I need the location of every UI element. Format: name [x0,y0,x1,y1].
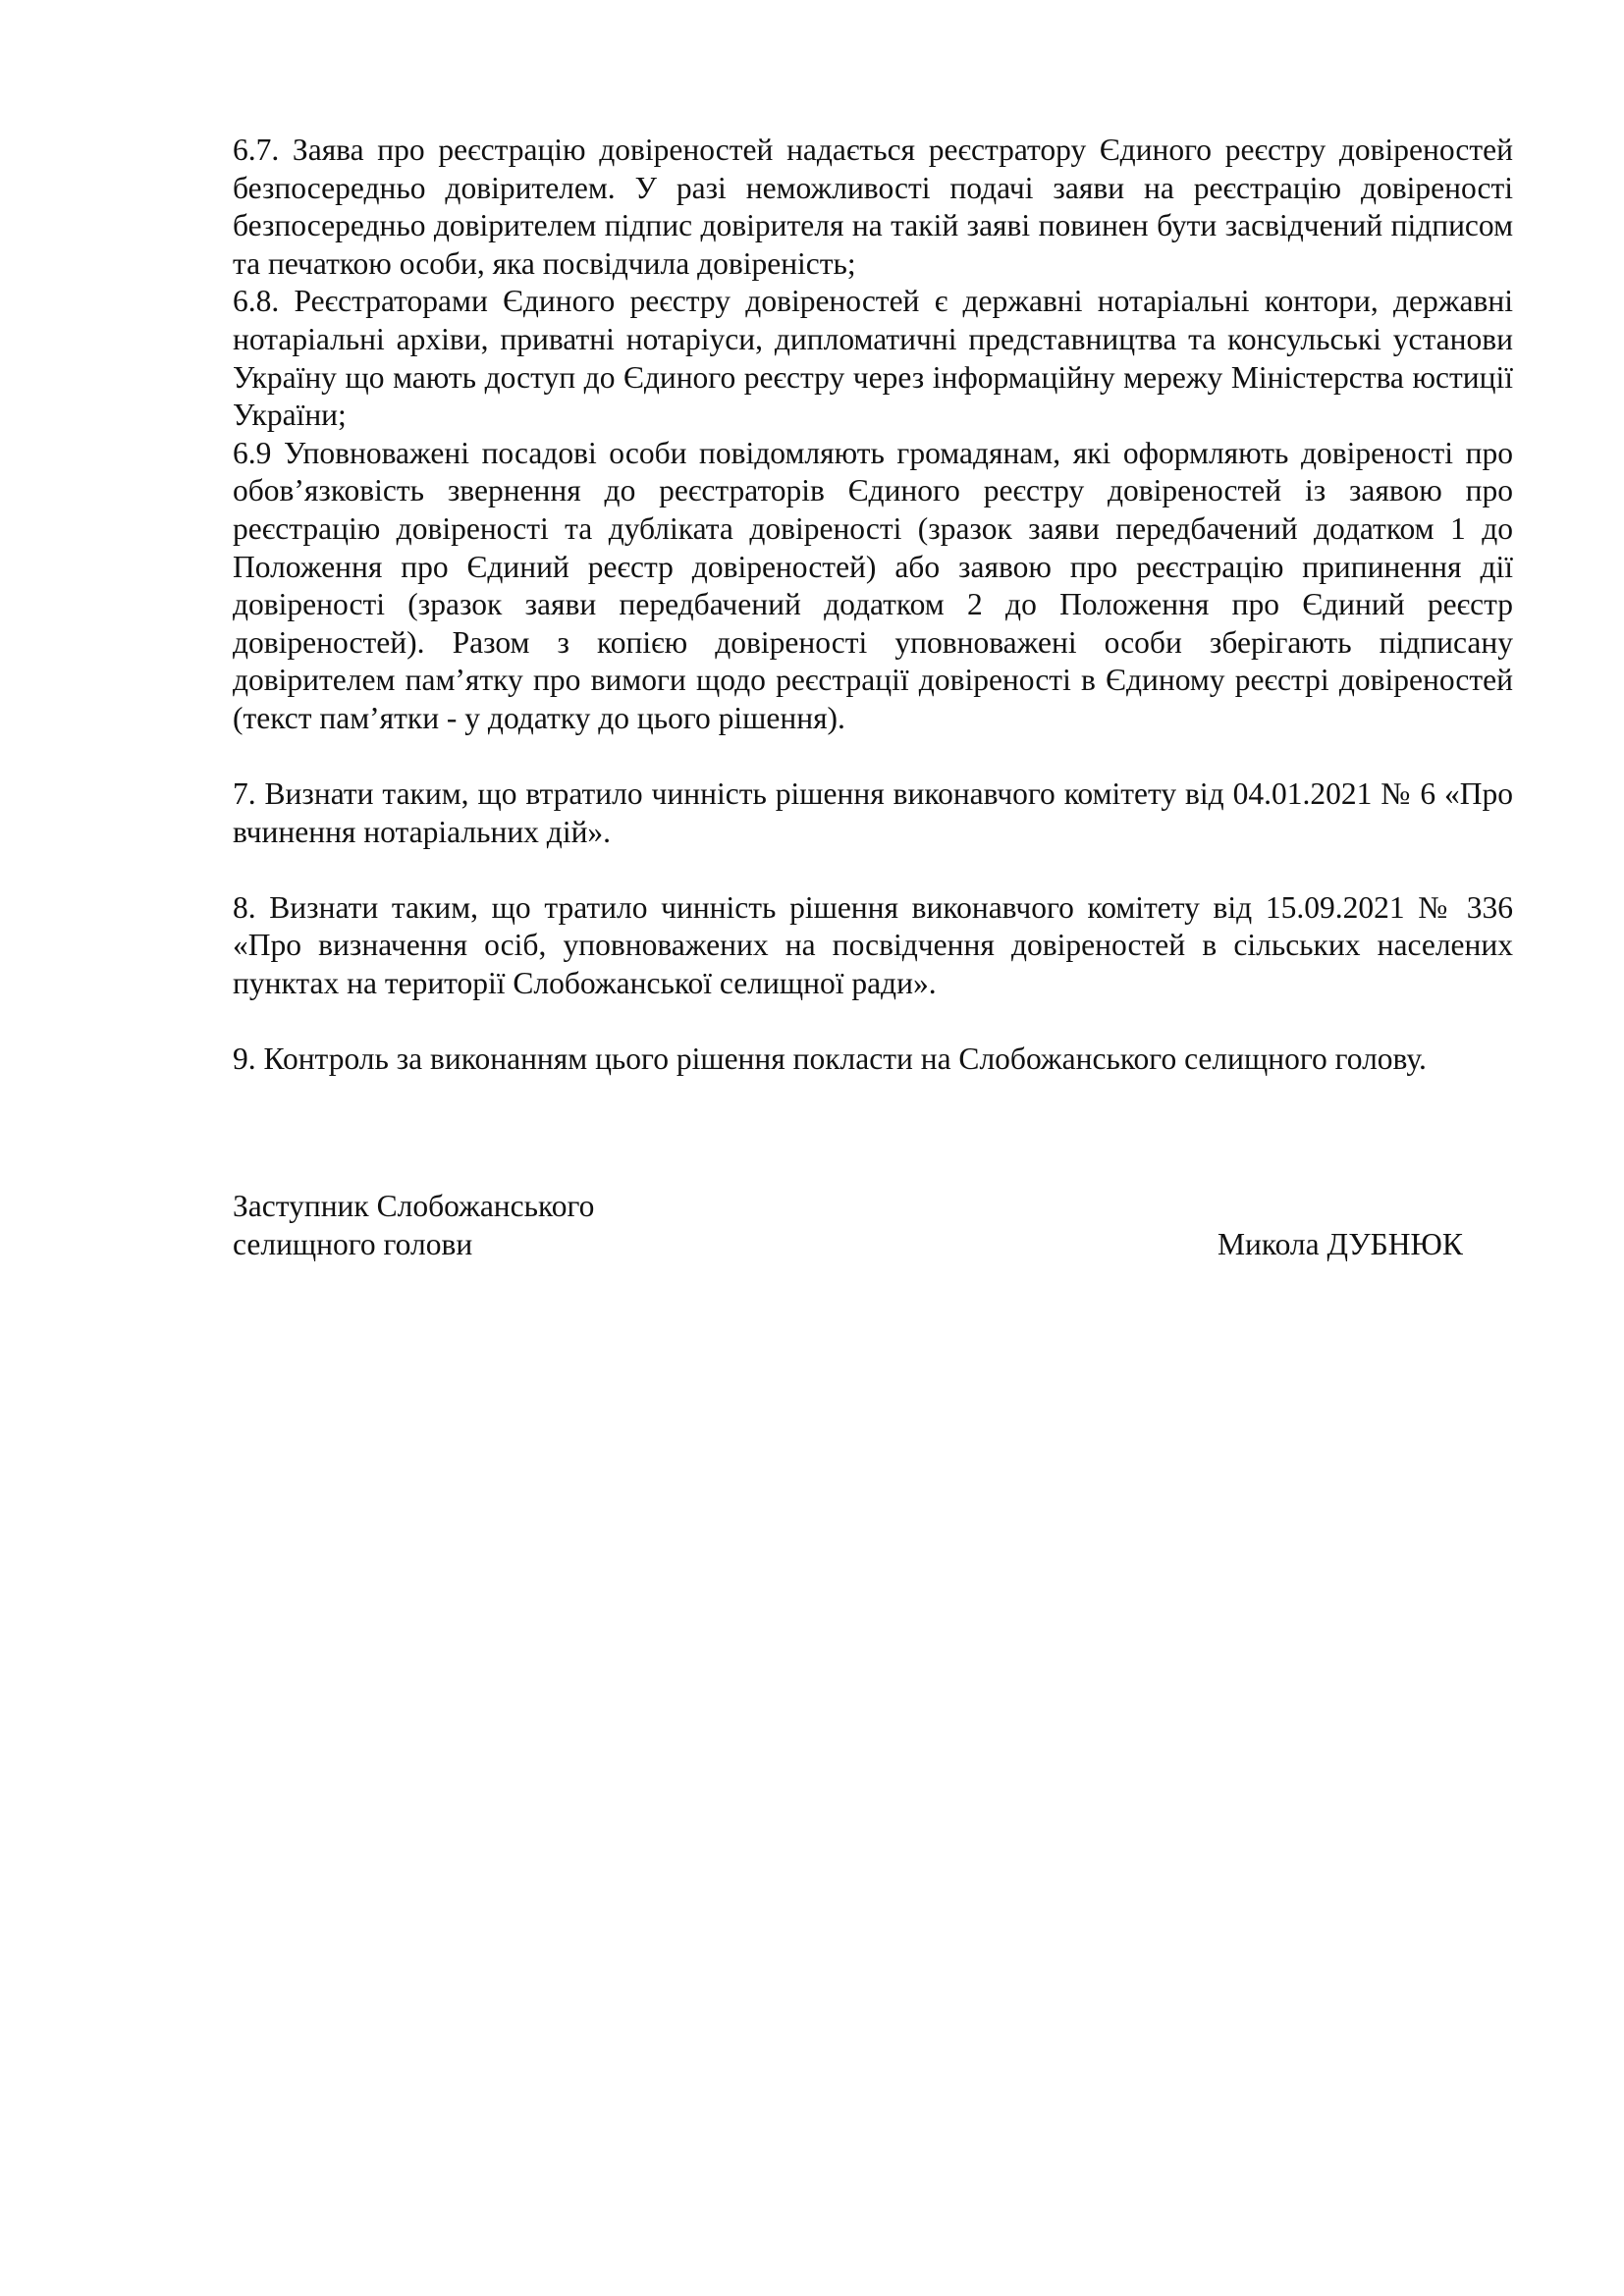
paragraph-7: 7. Визнати таким, що втратило чинність рішення виконавчого комітету від 04.01.2021 № 6 «Про вчинення нотаріальних дій». [233,776,1513,849]
paragraph-spacer [233,851,1513,889]
signature-position [233,1188,594,1263]
paragraph-spacer [233,738,1513,776]
document-body [233,132,1513,1079]
signature-position-line2: селищного голови [233,1226,473,1261]
paragraph-6-7: 6.7. Заява про реєстрацію довіреностей надається реєстратору Єдиного реєстру довіреностей безпосередньо довірителем. У разі неможливості подачі заяви на реєстрацію довіреності безпосередньо довірителем підпис довірителя на такій заяві повинен бути засвідчений підписом та печаткою особи, яка посвідчила довіреність; [233,133,1513,281]
paragraph-8: 8. Визнати таким, що тратило чинність рішення виконавчого комітету від 15.09.2021 № 336 «Про визначення осіб, уповноважених на посвідчення довіреностей в сільських населених пунктах на території Слобожанської селищної ради». [233,889,1513,1001]
paragraph-6-9: 6.9 Уповноважені посадові особи повідомляють громадянам, які оформляють довіреності про обов’язковість звернення до реєстраторів Єдиного реєстру довіреностей із заявою про реєстрацію довіреності та дубліката довіреності (зразок заяви передбачений додатком 1 до Положення про Єдиний реєстр довіреностей) або заявою про реєстрацію припинення дії довіреності (зразок заяви передбачений додатком 2 до Положення про Єдиний реєстр довіреностей). Разом з копією довіреності уповноважені особи зберігають підписану довірителем пам’ятку про вимоги щодо реєстрації довіреності в Єдиному реєстрі довіреностей (текст пам’ятки - у додатку до цього рішення). [233,435,1513,735]
paragraph-6-8: 6.8. Реєстраторами Єдиного реєстру довіреностей є державні нотаріальні контори, державні нотаріальні архіви, приватні нотаріуси, дипломатичні представництва та консульські установи Україну що мають доступ до Єдиного реєстру через інформаційну мережу Міністерства юстиції України; [233,284,1513,433]
paragraph-9: 9. Контроль за виконанням цього рішення покласти на Слобожанського селищного голову. [233,1041,1427,1077]
paragraph-spacer [233,1003,1513,1041]
signature-name: Микола ДУБНЮК [1218,1227,1463,1261]
signature-position-line1: Заступник Слобожанського [233,1189,595,1223]
